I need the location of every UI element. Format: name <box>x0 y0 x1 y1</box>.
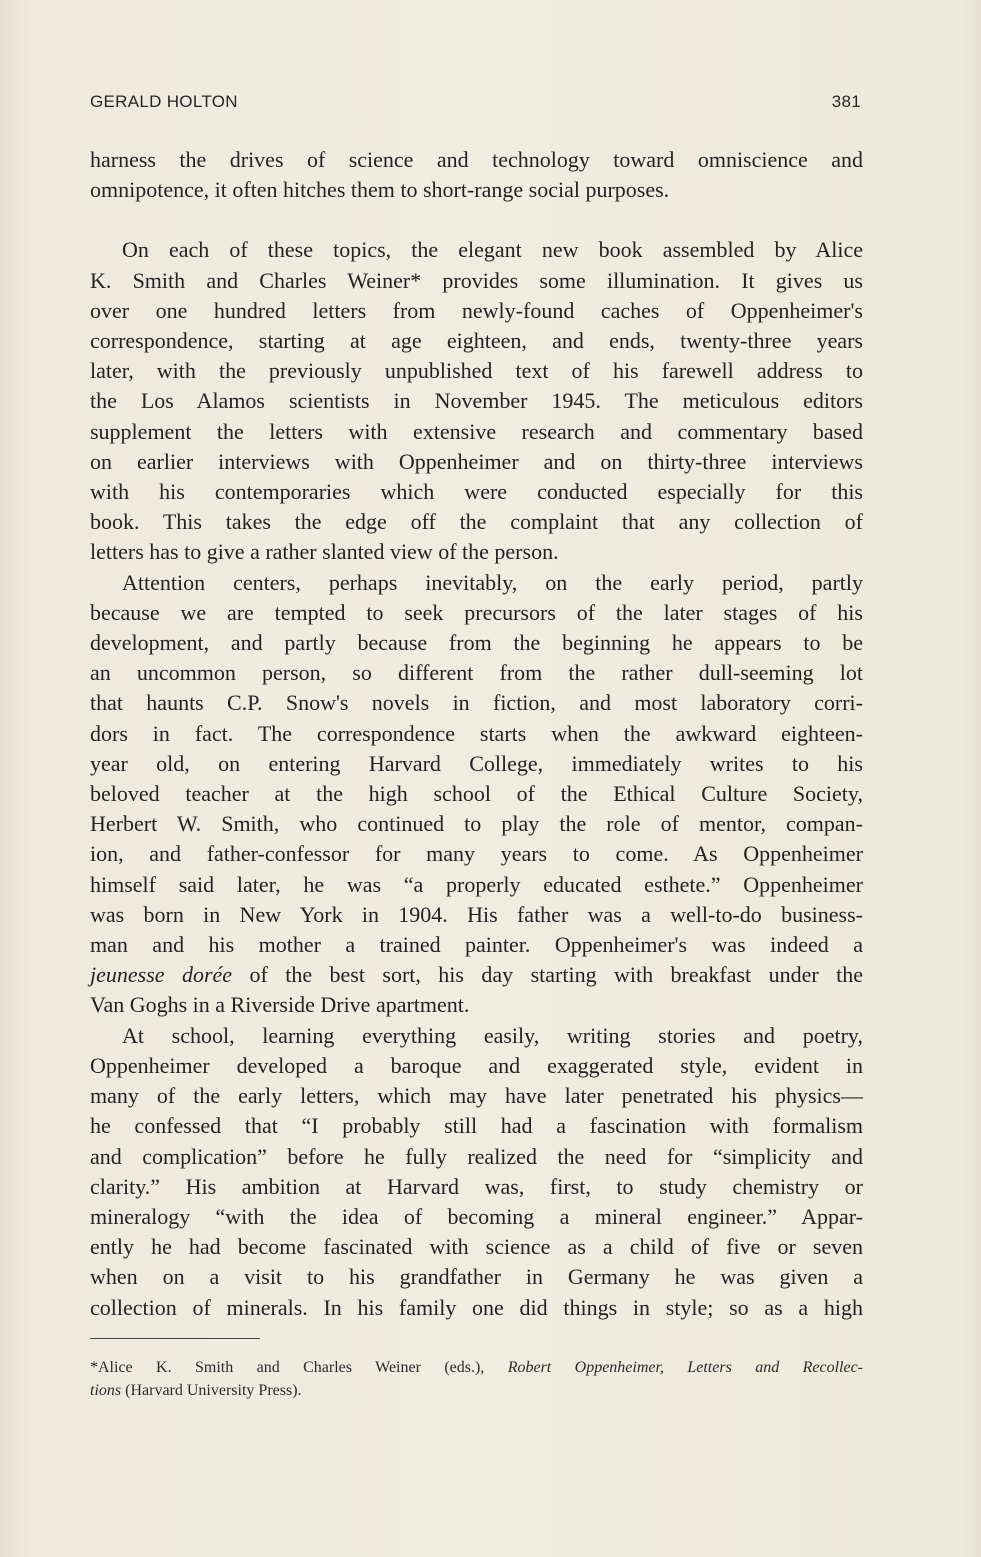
text-line: K. Smith and Charles Weiner* provides some illumination. It gives us <box>90 267 863 293</box>
text-line: harness the drives of science and technology toward omniscience and <box>90 147 863 172</box>
text-line: he confessed that “I probably still had a fascination with formalism <box>90 1113 863 1139</box>
text-line: letters has to give a rather slanted view of the person. <box>90 539 559 565</box>
text-line: omnipotence, it often hitches them to short-range social purposes. <box>90 177 670 203</box>
text-line: collection of minerals. In his family one did things in style; so as a high <box>90 1294 863 1320</box>
text-line: when on a visit to his grandfather in Germany he was given a <box>90 1264 863 1290</box>
paragraph <box>90 568 863 1021</box>
paragraph-continued <box>90 145 863 205</box>
text-line: dors in fact. The correspondence starts when the awkward eighteen- <box>90 720 863 746</box>
running-header <box>90 92 863 116</box>
text-line: was born in New York in 1904. His father was a well-to-do business- <box>90 901 863 927</box>
footnote-book-title-continued: tions <box>90 1382 122 1399</box>
footnote-line <box>90 1379 863 1402</box>
text-line: book. This takes the edge off the complaint that any collection of <box>90 509 863 535</box>
text-line: beloved teacher at the high school of the Ethical Culture Society, <box>90 781 863 807</box>
paragraph <box>90 1021 863 1323</box>
text-line: On each of these topics, the elegant new book assembled by Alice <box>122 237 863 263</box>
text-line: later, with the previously unpublished text of his farewell address to <box>90 358 863 384</box>
paragraph <box>90 235 863 567</box>
text-line: year old, on entering Harvard College, immediately writes to his <box>90 750 863 776</box>
text-line <box>90 960 863 990</box>
footnote-line <box>90 1356 863 1379</box>
text-line: ently he had become fascinated with science as a child of five or seven <box>90 1234 863 1260</box>
page-number: 381 <box>831 92 861 111</box>
text-line: himself said later, he was “a properly educated esthete.” Oppenheimer <box>90 871 863 897</box>
text-line: ion, and father-confessor for many years to come. As Oppenheimer <box>90 841 863 867</box>
text-line: man and his mother a trained painter. Oppenheimer's was indeed a <box>90 932 863 958</box>
text-line: development, and partly because from the beginning he appears to be <box>90 630 863 656</box>
footnote <box>90 1356 863 1402</box>
text-line: with his contemporaries which were conducted especially for this <box>90 479 863 505</box>
footnote-publisher: (Harvard University Press). <box>121 1382 302 1399</box>
text-line: that haunts C.P. Snow's novels in fiction, and most laboratory corri- <box>90 690 863 716</box>
text-line: mineralogy “with the idea of becoming a mineral engineer.” Appar- <box>90 1203 863 1229</box>
text-line: an uncommon person, so different from the rather dull-seeming lot <box>90 660 863 686</box>
text-line: on earlier interviews with Oppenheimer and on thirty-three interviews <box>90 448 863 474</box>
running-head-author: GERALD HOLTON <box>90 92 238 111</box>
text-line: many of the early letters, which may have later penetrated his physics— <box>90 1083 863 1109</box>
footnote-divider <box>90 1338 260 1339</box>
text-line: over one hundred letters from newly-found caches of Oppenheimer's <box>90 297 863 323</box>
text-line: supplement the letters with extensive research and commentary based <box>90 418 863 444</box>
footnote-prefix: *Alice K. Smith and Charles Weiner (eds.), <box>90 1359 508 1376</box>
text-line: and complication” before he fully realized the need for “simplicity and <box>90 1143 863 1169</box>
text-line: Herbert W. Smith, who continued to play the role of mentor, compan- <box>90 811 863 837</box>
footnote-book-title: Robert Oppenheimer, Letters and Recollec- <box>507 1359 864 1376</box>
text-line: Van Goghs in a Riverside Drive apartment. <box>90 992 470 1018</box>
text-line: clarity.” His ambition at Harvard was, first, to study chemistry or <box>90 1173 863 1199</box>
text-line: because we are tempted to seek precursors of the later stages of his <box>90 599 863 625</box>
body-text <box>90 145 863 1323</box>
text-line: the Los Alamos scientists in November 1945. The meticulous editors <box>90 388 863 414</box>
text-line: correspondence, starting at age eighteen, and ends, twenty-three years <box>90 328 863 354</box>
text-line: Attention centers, perhaps inevitably, on the early period, partly <box>122 569 863 595</box>
text-line: Oppenheimer developed a baroque and exaggerated style, evident in <box>90 1052 863 1078</box>
italic-phrase: jeunesse dorée <box>90 962 233 988</box>
text-run: of the best sort, his day starting with breakfast under the <box>232 962 863 988</box>
text-line: At school, learning everything easily, writing stories and poetry, <box>122 1022 863 1048</box>
